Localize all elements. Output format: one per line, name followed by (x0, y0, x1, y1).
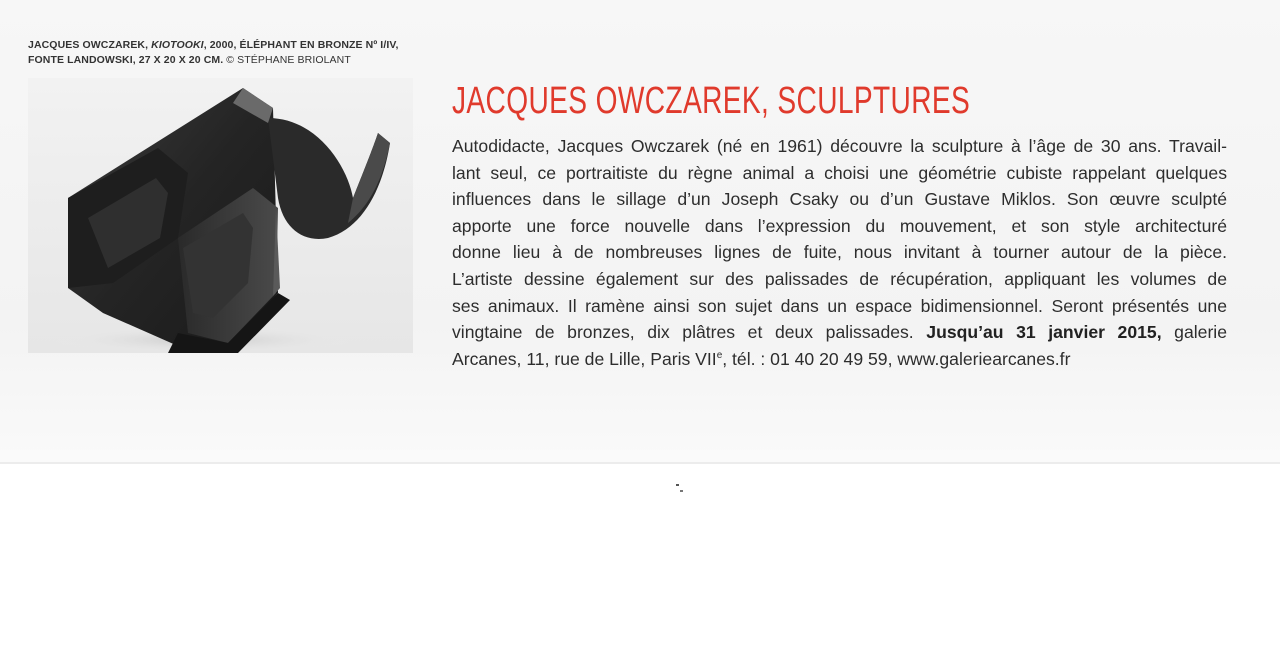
body-line: L’artiste dessine également sur des palissades de récupération, appliquant les volumes de (452, 268, 1227, 289)
body-line: influences dans le sillage d’un Joseph Csaky ou d’un Gustave Miklos. Son œuvre sculpté (452, 189, 1227, 210)
page-edge (0, 462, 1280, 464)
body-line-tail: galerie (1161, 322, 1227, 343)
body-line: ses animaux. Il ramène ainsi son sujet dans un espace bidimensionnel. Seront présentés une (452, 295, 1227, 316)
arrondissement-superscript: e (716, 349, 723, 361)
caption-details-1: , 2000, ÉLÉPHANT EN BRONZE Nº I/IV, (203, 39, 399, 51)
body-line-address (452, 346, 1227, 373)
article-body (452, 133, 1227, 372)
body-line-dates (452, 319, 1227, 346)
gallery-address: Arcanes, 11, rue de Lille, Paris VII (452, 348, 717, 369)
body-line: Autodidacte, Jacques Owczarek (né en 1961) découvre la sculpture à l’âge de 30 ans. Travail- (452, 136, 1227, 156)
body-line: donne lieu à de nombreuses lignes de fuite, nous invitant à tourner autour de la pièce. (452, 242, 1227, 263)
caption-work-title: KIOTOOKI (151, 39, 204, 51)
body-line: lant seul, ce portraitiste du règne animal a choisi une géométrie cubiste rappelant quelques (452, 162, 1227, 183)
caption-credit: © STÉPHANE BRIOLANT (223, 54, 351, 66)
scan-speck (680, 490, 683, 492)
elephant-sculpture-image (28, 78, 413, 353)
sculpture-photo (28, 78, 413, 353)
exhibition-dates: Jusqu’au 31 janvier 2015, (926, 322, 1162, 343)
article-title: JACQUES OWCZAREK, SCULPTURES (452, 80, 971, 122)
body-line: apporte une force nouvelle dans l’expression du mouvement, et son style architecturé (452, 215, 1227, 236)
body-line-text: vingtaine de bronzes, dix plâtres et deux palissades. (452, 322, 927, 343)
photo-caption (28, 38, 418, 68)
scan-speck (676, 484, 679, 486)
gallery-contact: , tél. : 01 40 20 49 59, www.galeriearcanes.fr (722, 348, 1071, 369)
caption-artist: JACQUES OWCZAREK, (28, 39, 149, 51)
caption-details-2: FONTE LANDOWSKI, 27 X 20 X 20 CM. (28, 54, 224, 66)
